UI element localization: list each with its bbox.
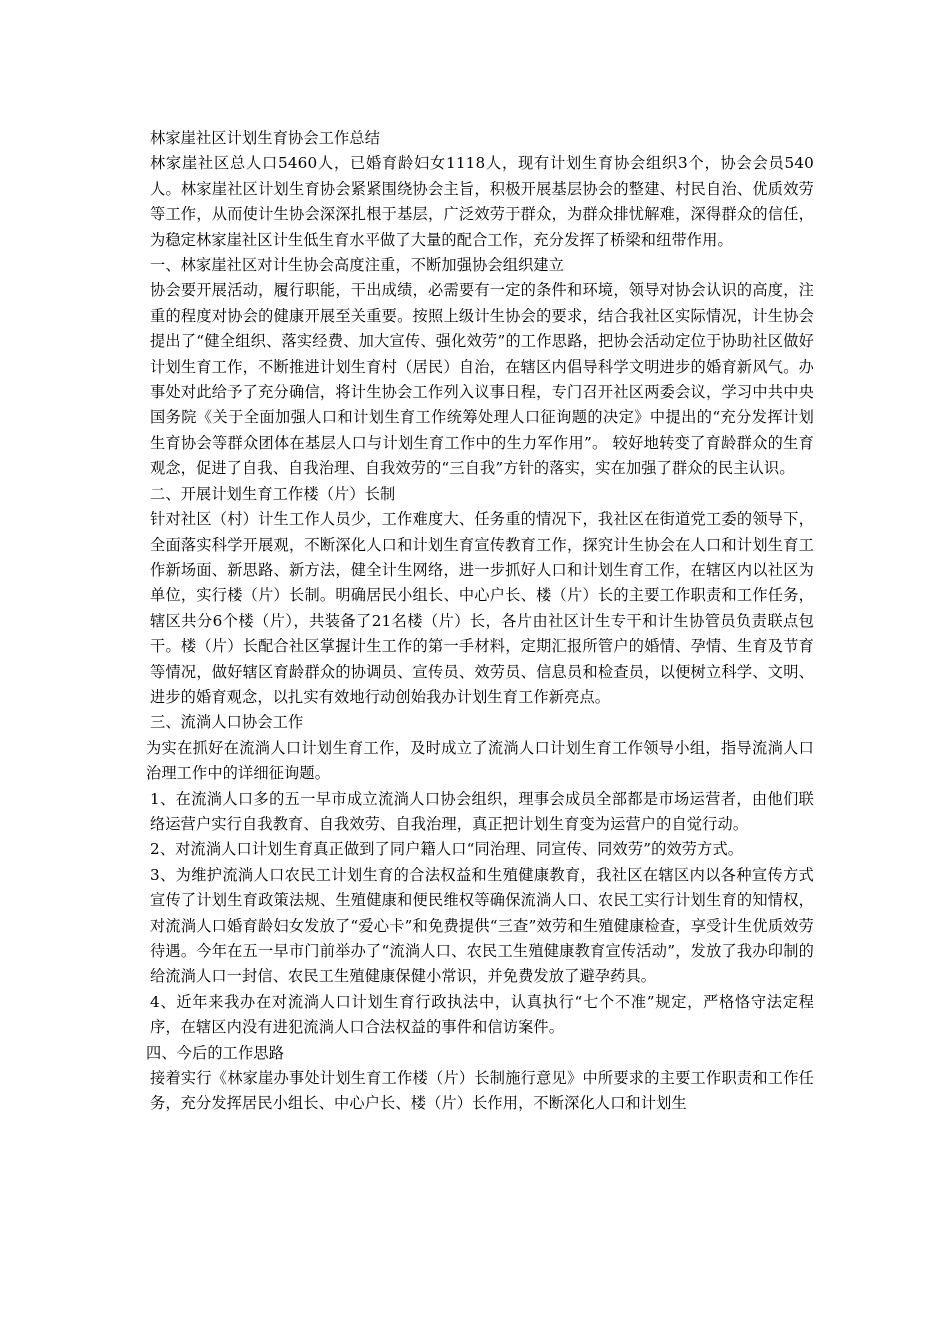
paragraph-section-3: 为实在抓好在流淌人口计划生育工作，及时成立了流淌人口计划生育工作领导小组，指导流淌人口治理工作中的详细征询题。 <box>146 738 814 783</box>
list-item-1: 1、在流淌人口多的五一早市成立流淌人口协会组织，理事会成员全部都是市场运营者，由他们联络运营户实行自我教育、自我效劳、自我治理，真正把计划生育变为运营户的自觉行动。 <box>150 789 814 833</box>
section-heading-2: 二、开展计划生育工作楼（片）长制 <box>150 484 396 503</box>
section-heading-1: 一、林家崖社区对计生协会高度注重，不断加强协会组织建立 <box>150 256 565 275</box>
paragraph-section-2: 针对社区（村）计生工作人员少，工作难度大、任务重的情况下，我社区在街道党工委的领导下，全面落实科学开展观，不断深化人口和计划生育宣传教育工作，探究计生协会在人口和计划生育工作新场面、新思路、新方法，健全计生网络，进一步抓好人口和计划生育工作，在辖区内以社区为单位，实行楼（片）长制。明确居民小组长、中心户长、楼（片）长的主要工作职责和工作任务，辖区共分6个楼（片），共装备了21名楼（片）长，各片由社区计生专干和计生协管员负责联点包干。楼（片）长配合社区掌握计生工作的第一手材料，定期汇报所管户的婚情、孕情、生育及节育等情况，做好辖区育龄群众的协调员、宣传员、效劳员、信息员和检查员，以便树立科学、文明、进步的婚育观念，以扎实有效地行动创始我办计划生育工作新亮点。 <box>150 510 814 706</box>
paragraph-section-1: 协会要开展活动，履行职能，干出成绩，必需要有一定的条件和环境，领导对协会认识的高度，注重的程度对协会的健康开展至关重要。按照上级计生协会的要求，结合我社区实际情况，计生协会提出了“健全组织、落实经费、加大宣传、强化效劳”的工作思路，把协会活动定位于协助社区做好计划生育工作，不断推进计划生育村（居民）自治，在辖区内倡导科学文明进步的婚育新风气。办事处对此给予了充分确信，将计生协会工作列入议事日程，专门召开社区两委会议，学习中共中央国务院《关于全面加强人口和计划生育工作统筹处理人口征询题的决定》中提出的“充分发挥计划生育协会等群众团体在基层人口与计划生育工作中的生力军作用”。 较好地转变了育龄群众的生育观念，促进了自我、自我治理、自我效劳的“三自我”方针的落实，实在加强了群众的民主认识。 <box>150 281 814 478</box>
list-item-4: 4、近年来我办在对流淌人口计划生育行政执法中，认真执行“七个不准”规定，严格恪守法定程序，在辖区内没有进犯流淌人口合法权益的事件和信访案件。 <box>150 992 814 1037</box>
document-body <box>146 126 814 1117</box>
document-title: 林家崖社区计划生育协会工作总结 <box>150 129 381 147</box>
list-item-3: 3、为维护流淌人口农民工计划生育的合法权益和生殖健康教育，我社区在辖区内以各种宣传方式宣传了计划生育政策法规、生殖健康和便民维权等确保流淌人口、农民工实行计划生育的知情权，对流淌人口婚育龄妇女发放了“爱心卡”和免费提供“三查”效劳和生殖健康检查，享受计生优质效劳待遇。今年在五一早市门前举办了“流淌人口、农民工生殖健康教育宣传活动”，发放了我办印制的给流淌人口一封信、农民工生殖健康保健小常识，并免费发放了避孕药具。 <box>150 865 814 986</box>
paragraph-section-4: 接着实行《林家崖办事处计划生育工作楼（片）长制施行意见》中所要求的主要工作职责和工作任务，充分发挥居民小组长、中心户长、楼（片）长作用，不断深化人口和计划生 <box>150 1069 814 1113</box>
section-heading-4: 四、今后的工作思路 <box>146 1043 285 1062</box>
section-heading-3: 三、流淌人口协会工作 <box>150 713 304 732</box>
list-item-2: 2、对流淌人口计划生育真正做到了同户籍人口“同治理、同宣传、同效劳”的效劳方式。 <box>150 840 744 859</box>
paragraph-intro: 林家崖社区总人口5460人，已婚育龄妇女1118人，现有计划生育协会组织3个，协会会员540人。林家崖社区计划生育协会紧紧围绕协会主旨，积极开展基层协会的整建、村民自治、优质效劳等工作，从而使计生协会深深扎根于基层，广泛效劳于群众，为群众排忧解难，深得群众的信任，为稳定林家崖社区计生低生育水平做了大量的配合工作，充分发挥了桥梁和纽带作用。 <box>150 154 814 249</box>
